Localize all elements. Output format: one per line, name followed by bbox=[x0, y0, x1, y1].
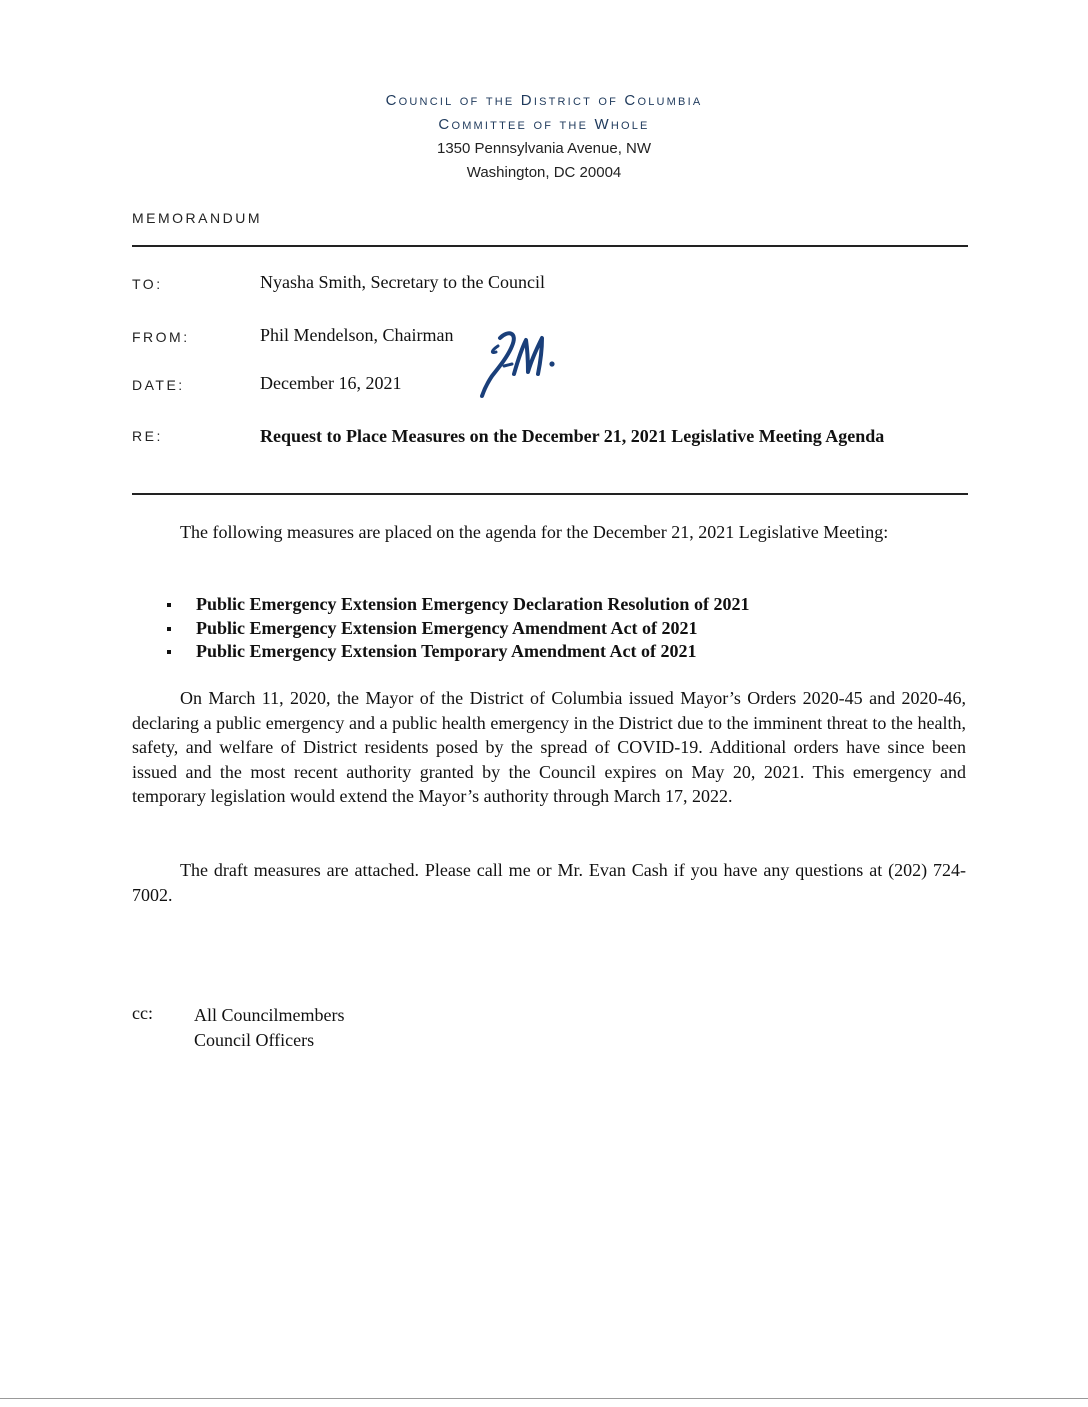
measures-list bbox=[160, 593, 749, 664]
measure-title: Public Emergency Extension Emergency Declaration Resolution of 2021 bbox=[196, 594, 750, 614]
intro-paragraph: The following measures are placed on the agenda for the December 21, 2021 Legislative Meeting: bbox=[180, 522, 889, 542]
to-value: Nyasha Smith, Secretary to the Council bbox=[260, 272, 545, 292]
date-label: DATE: bbox=[132, 377, 185, 393]
header-top-rule bbox=[132, 245, 968, 247]
letterhead-council: Council of the District of Columbia bbox=[385, 92, 703, 109]
measure-item bbox=[160, 640, 749, 664]
measure-title: Public Emergency Extension Temporary Amendment Act of 2021 bbox=[196, 641, 697, 661]
cc-recipient: All Councilmembers bbox=[194, 1005, 345, 1025]
from-value: Phil Mendelson, Chairman bbox=[260, 325, 454, 345]
page-bottom-edge bbox=[0, 1398, 1088, 1399]
cc-recipient: Council Officers bbox=[194, 1029, 315, 1050]
bullet-icon bbox=[167, 603, 171, 607]
contact-paragraph: The draft measures are attached. Please call me or Mr. Evan Cash if you have any questions at (202) 724-7002. bbox=[132, 860, 966, 905]
background-paragraph: On March 11, 2020, the Mayor of the District of Columbia issued Mayor’s Orders 2020-45 and 2020-46, declaring a public emergency and a public health emergency in the District due to the imminent threat to the health, safety, and welfare of District residents posed by the spread of COVID-19. Additional orders have since been issued and the most recent authority granted by the Council expires on May 20, 2021. This emergency and temporary legislation would extend the Mayor’s authority through March 17, 2022. bbox=[132, 688, 966, 806]
letterhead-street: 1350 Pennsylvania Avenue, NW bbox=[436, 140, 652, 157]
bullet-icon bbox=[167, 650, 171, 654]
letterhead-city: Washington, DC 20004 bbox=[466, 164, 622, 181]
memorandum-label: MEMORANDUM bbox=[132, 210, 262, 226]
letterhead-committee: Committee of the Whole bbox=[438, 116, 650, 133]
chairman-signature bbox=[478, 320, 570, 400]
from-label: FROM: bbox=[132, 329, 190, 345]
header-bottom-rule bbox=[132, 493, 968, 495]
re-label: RE: bbox=[132, 428, 163, 444]
bullet-icon bbox=[167, 627, 171, 631]
measure-item bbox=[160, 617, 749, 641]
measure-title: Public Emergency Extension Emergency Amendment Act of 2021 bbox=[196, 617, 698, 638]
date-value: December 16, 2021 bbox=[260, 373, 402, 393]
to-label: TO: bbox=[132, 276, 163, 292]
measure-item bbox=[160, 593, 749, 617]
re-subject: Request to Place Measures on the December 21, 2021 Legislative Meeting Agenda bbox=[260, 426, 885, 446]
cc-recipients bbox=[194, 1003, 344, 1052]
cc-label: cc: bbox=[132, 1003, 153, 1023]
